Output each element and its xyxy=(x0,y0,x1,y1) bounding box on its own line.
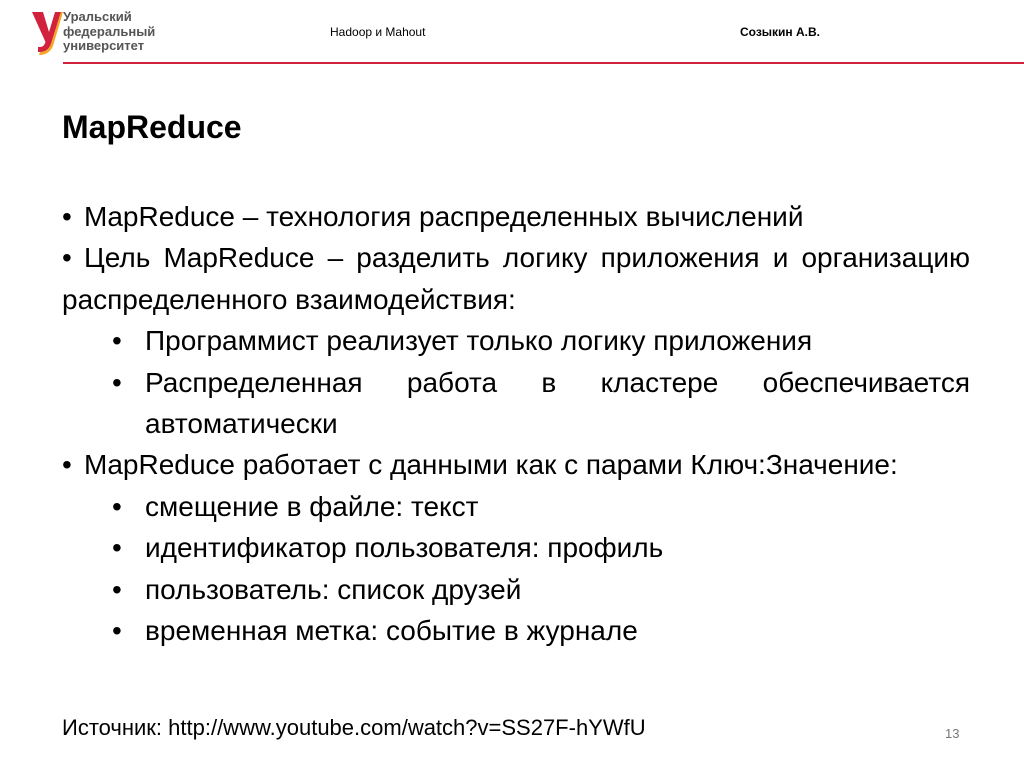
bullet-icon: • xyxy=(112,366,122,398)
bullet-icon: • xyxy=(112,532,122,564)
logo-line: Уральский xyxy=(63,9,132,24)
university-logo xyxy=(30,10,170,56)
source-link[interactable]: Источник: http://www.youtube.com/watch?v=SS27F-hYWfU xyxy=(62,715,646,740)
logo-line: федеральный xyxy=(63,23,156,39)
logo-text xyxy=(63,10,155,54)
bullet-icon: • xyxy=(62,201,72,232)
sub-bullet-item xyxy=(62,320,970,361)
bullet-item xyxy=(62,237,970,320)
bullet-icon: • xyxy=(62,242,72,274)
sub-bullet-item xyxy=(62,610,970,651)
bullet-text: Программист реализует только логику приложения xyxy=(145,325,813,357)
bullet-item xyxy=(62,196,970,237)
bullet-text: смещение в файле: текст xyxy=(145,490,479,522)
logo-line: университет xyxy=(63,38,145,53)
bullet-text: Цель MapReduce – разделить логику приложения и организацию распределенного взаимодействия: xyxy=(62,242,970,315)
header-divider xyxy=(63,62,1024,64)
bullet-icon: • xyxy=(112,325,122,357)
bullet-item xyxy=(62,444,970,485)
author-name: Созыкин А.В. xyxy=(740,25,821,39)
sub-bullet-item xyxy=(62,527,970,568)
page-number: 13 xyxy=(945,726,960,741)
bullet-text: Распределенная работа в кластере обеспечивается автоматически xyxy=(145,366,970,440)
bullet-icon: • xyxy=(62,449,72,481)
bullet-icon: • xyxy=(112,490,122,522)
bullet-text: пользователь: список друзей xyxy=(145,573,522,605)
urfu-emblem-icon xyxy=(30,10,64,56)
bullet-text: MapReduce – технология распределенных вычислений xyxy=(84,201,804,232)
sub-bullet-item xyxy=(62,486,970,527)
bullet-icon: • xyxy=(112,573,122,605)
bullet-text: временная метка: событие в журнале xyxy=(145,615,638,647)
course-title: Hadoop и Mahout xyxy=(330,25,426,39)
sub-bullet-item xyxy=(62,362,970,445)
slide-body xyxy=(62,196,970,651)
bullet-icon: • xyxy=(112,615,122,647)
bullet-text: MapReduce работает с данными как с парами Ключ:Значение: xyxy=(84,449,898,481)
sub-bullet-item xyxy=(62,569,970,610)
bullet-text: идентификатор пользователя: профиль xyxy=(145,532,664,564)
slide-title: MapReduce xyxy=(62,109,242,145)
